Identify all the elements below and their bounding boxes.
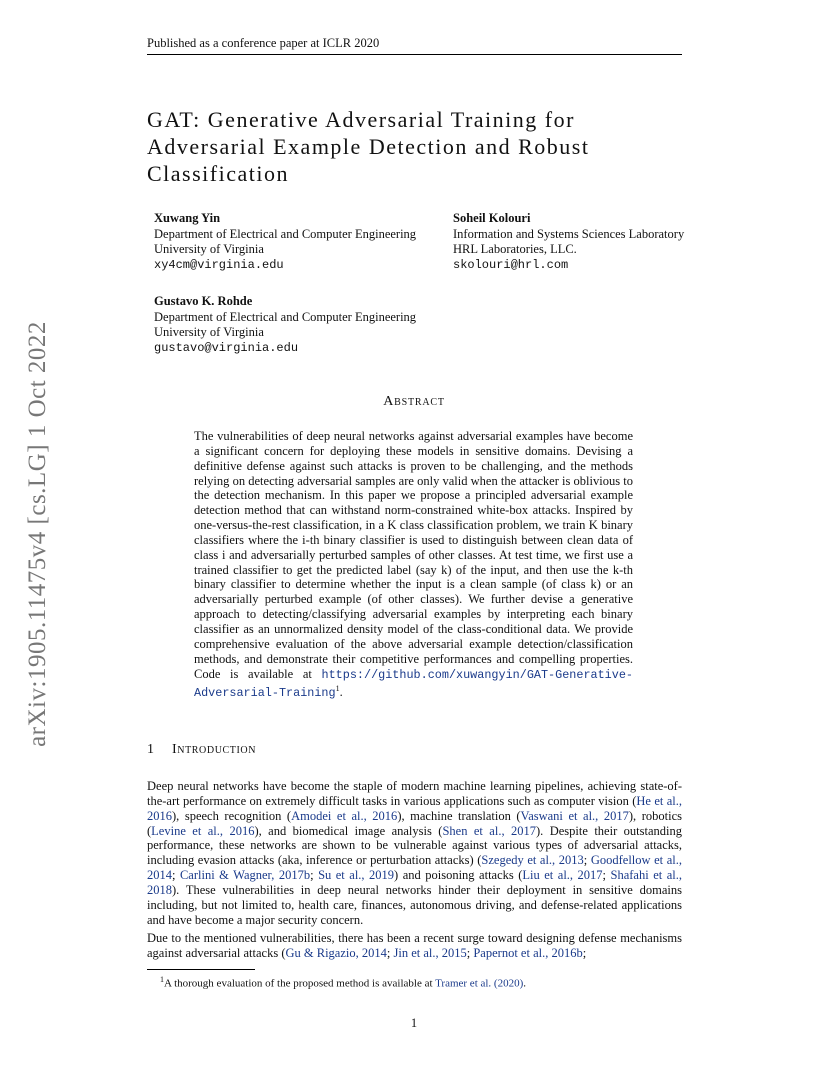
citation[interactable]: Tramer et al. (2020) [435,977,524,990]
author-dept: Information and Systems Sciences Laboratory [453,226,685,241]
citation[interactable]: Levine et al., 2016 [151,823,255,838]
paragraph-text: ) and poisoning attacks ( [394,868,523,883]
footnote-rule [147,969,255,970]
author-block-2 [453,211,684,273]
citation[interactable]: Su et al., 2019 [318,868,395,883]
intro-paragraph-2 [147,931,682,961]
author-block-1 [154,211,416,273]
separator: ; [310,868,319,883]
citation[interactable]: Liu et al., 2017 [522,868,603,883]
citation[interactable]: Goodfellow et al., 2014 [147,853,682,883]
separator: ; [386,945,394,960]
abstract-body: The vulnerabilities of deep neural networks against adversarial examples have become a significant concern for deploying these models in sensitive domains. Devising a definitive defense against such attacks is proven to be challenging, and the methods relying on detecting adversarial samples are only valid when the attacker is oblivious to the detection mechanism. In this paper we propose a principled adversarial example detection method that can withstand norm-constrained white-box attacks. Inspired by one-versus-the-rest classification, in a K class classification problem, we train K binary classifiers where the i-th binary classifier is used to distinguish between clean data of class i and adversarially perturbed samples of other classes. At test time, we first use a trained classifier to get the predicted label (say k) of the input, and then use the k-th binary classifier to determine whether the input is a clean sample (of class k) or an adversarially perturbed example (of other classes). We further devise a generative approach to detecting/classifying adversarial examples by interpreting each binary classifier as an unnormalized density model of the class-conditional data. We provide comprehensive evaluation of the above adversarial example detection/classification methods, and demonstrate their competitive performances and compelling properties. Code is available at https://github.com/xuwangyin/GAT-Generative-Adversarial-Training$^1$. [194,429,634,701]
citation[interactable]: Szegedy et al., 2013 [481,853,584,868]
author-email[interactable]: gustavo@virginia.edu [154,340,299,355]
section-heading [147,742,256,758]
separator: ; [466,945,474,960]
header-rule [147,54,682,55]
abstract-heading: Abstract [383,394,445,409]
author-block-3 [154,294,416,356]
abstract-text: The vulnerabilities of deep neural networks against adversarial examples have become a significant concern for deploying these models in sensitive domains. Devising a definitive defense against such attacks is proven to be challenging, and the methods relying on detecting adversarial samples are only valid when the attacker is oblivious to the detection mechanism. In this paper we propose a principled adversarial example detection method that can withstand norm-constrained white-box attacks. Inspired by one-versus-the-rest classification, in a K class classification problem, we train K binary classifiers where the i-th binary classifier is used to distinguish between clean data of class i and adversarially perturbed samples of other classes. At test time, we first use a trained classifier to get the predicted label (say k) of the input, and then use the k-th binary classifier to determine whether the input is a clean sample (of class k) or an adversarially perturbed example (of other classes). We further devise a generative approach to detecting/classifying adversarial examples by interpreting each binary classifier as an unnormalized density model of the class-conditional data. We provide comprehensive evaluation of the above adversarial example detection/classification methods, and demonstrate their competitive performances and compelling properties. Code is available at [194,429,633,681]
author-name: Xuwang Yin [154,211,221,225]
separator: ; [602,868,611,883]
paragraph-text: ), and biomedical image analysis ( [254,823,443,838]
running-header: Published as a conference paper at ICLR 2020 [147,36,380,50]
author-dept: Department of Electrical and Computer Engineering [154,309,417,324]
paragraph-text: ; [582,945,587,960]
title-line-3: Classification [147,161,289,186]
author-name: Gustavo K. Rohde [154,294,253,308]
paragraph-text: ), robotics ( [147,808,682,838]
separator: ; [172,868,180,883]
footnote-marker: 1 [335,684,340,694]
author-affiliation: University of Virginia [154,242,264,256]
citation[interactable]: He et al., 2016 [147,793,682,823]
citation[interactable]: Shafahi et al., 2018 [147,868,682,897]
citation[interactable]: Shen et al., 2017 [442,823,537,838]
section-number: 1 [147,742,155,757]
title-line-2: Adversarial Example Detection and Robust [147,134,590,159]
author-email[interactable]: skolouri@hrl.com [453,257,569,272]
section-title: Introduction [172,742,257,757]
paragraph-text: ), speech recognition ( [172,808,292,823]
author-affiliation: University of Virginia [154,325,264,339]
paragraph-text: Due to the mentioned vulnerabilities, there has been a recent surge toward designing defense mechanisms against adversarial attacks ( [147,931,682,960]
title-line-1: GAT: Generative Adversarial Training for [147,107,575,132]
footnote-mark: 1 [160,975,164,984]
citation[interactable]: Amodei et al., 2016 [291,808,398,823]
citation[interactable]: Jin et al., 2015 [393,945,467,960]
author-affiliation: HRL Laboratories, LLC. [453,242,577,256]
paragraph-text: ). These vulnerabilities in deep neural networks hinder their deployment in sensitive domains including, but not limited to, health care, finances, autonomous driving, and defense-related applications and have become a major security concern. [147,882,682,927]
citation[interactable]: Vaswani et al., 2017 [520,808,629,823]
author-email[interactable]: xy4cm@virginia.edu [154,257,284,272]
citation[interactable]: Gu & Rigazio, 2014 [285,945,387,960]
paragraph-text: ). Despite their outstanding performance, these networks are shown to be vulnerable against various types of adversarial attacks, including evasion attacks (aka, inference or perturbation attacks) ( [147,823,683,868]
footnote-text: A thorough evaluation of the proposed method is available at [164,977,436,990]
paper-title [147,106,707,187]
footnote [160,975,526,990]
author-name: Soheil Kolouri [453,211,531,225]
footnote-end: . [523,977,527,990]
citation[interactable]: Carlini & Wagner, 2017b [179,868,311,883]
code-link[interactable]: https://github.com/xuwangyin/GAT-Generative-Adversarial-Training [194,667,634,701]
paragraph-text: Deep neural networks have become the staple of modern machine learning pipelines, achieving state-of-the-art performance on extremely difficult tasks in various applications such as computer vision ( [147,779,682,808]
author-dept: Department of Electrical and Computer Engineering [154,226,417,241]
paragraph-text: ), machine translation ( [397,808,521,823]
intro-paragraph-1 [147,779,682,927]
arxiv-stamp: arXiv:1905.11475v4 [cs.LG] 1 Oct 2022 [24,321,51,747]
page-number: 1 [410,1016,418,1030]
separator: ; [583,853,591,868]
citation[interactable]: Papernot et al., 2016b [473,945,583,960]
